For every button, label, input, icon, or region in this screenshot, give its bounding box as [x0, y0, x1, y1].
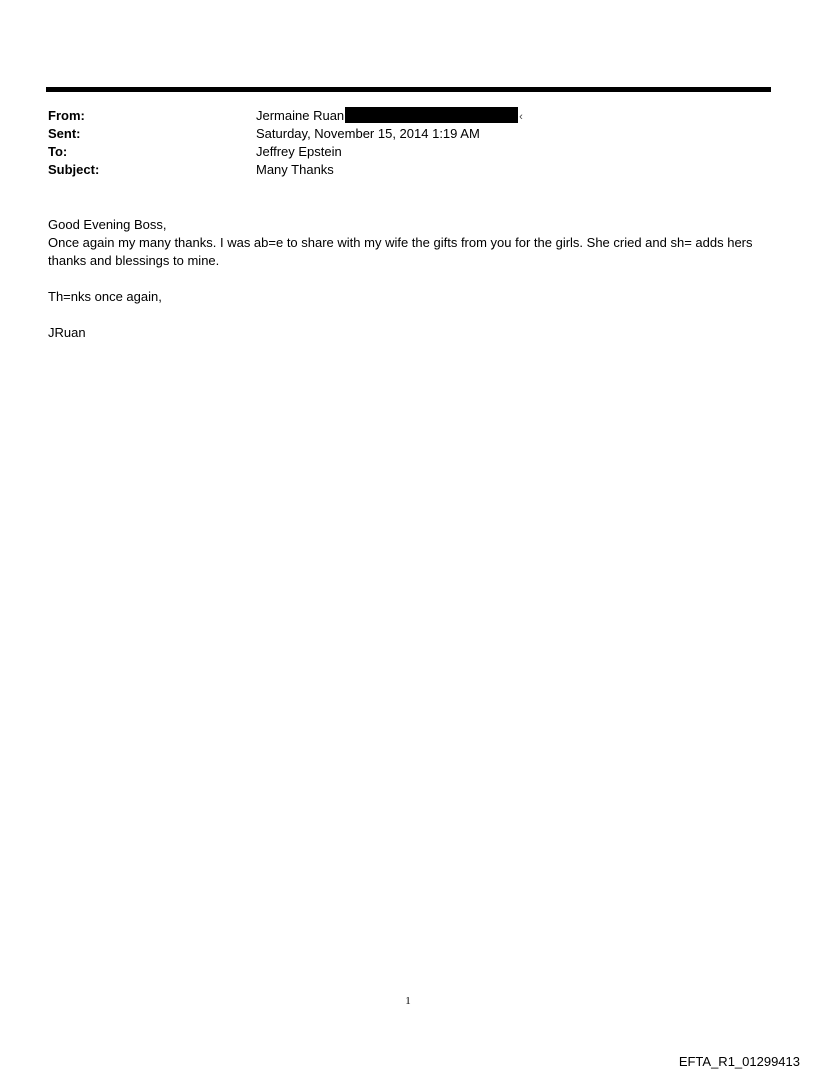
from-row: [48, 107, 748, 125]
closing: Th=nks once again,: [48, 289, 162, 304]
redaction-edge-mark: ‹: [519, 111, 523, 123]
paragraph-gap: [48, 306, 768, 324]
redaction-box: [345, 107, 518, 123]
page-number: 1: [405, 995, 411, 1007]
subject-value: Many Thanks: [256, 162, 334, 177]
sent-row: [48, 125, 748, 143]
subject-row: [48, 161, 748, 179]
to-value: Jeffrey Epstein: [256, 144, 342, 159]
email-header: [48, 107, 748, 179]
sent-value: Saturday, November 15, 2014 1:19 AM: [256, 126, 480, 141]
bates-number: EFTA_R1_01299413: [678, 1054, 800, 1069]
to-row: [48, 143, 748, 161]
from-label: From:: [48, 108, 85, 123]
email-body: [48, 216, 768, 342]
greeting: Good Evening Boss,: [48, 217, 167, 232]
to-label: To:: [48, 144, 68, 159]
from-value: [256, 107, 523, 126]
body-paragraph: Once again my many thanks. I was ab=e to share with my wife the gifts from you for the girls. She cried and sh= adds hers thanks and blessings to mine.: [48, 235, 753, 268]
sender-name: Jermaine Ruan: [256, 108, 345, 123]
sent-label: Sent:: [48, 126, 81, 141]
signature: JRuan: [48, 325, 86, 340]
paragraph-gap: [48, 270, 768, 288]
subject-label: Subject:: [48, 162, 100, 177]
header-divider-rule: [46, 87, 771, 92]
